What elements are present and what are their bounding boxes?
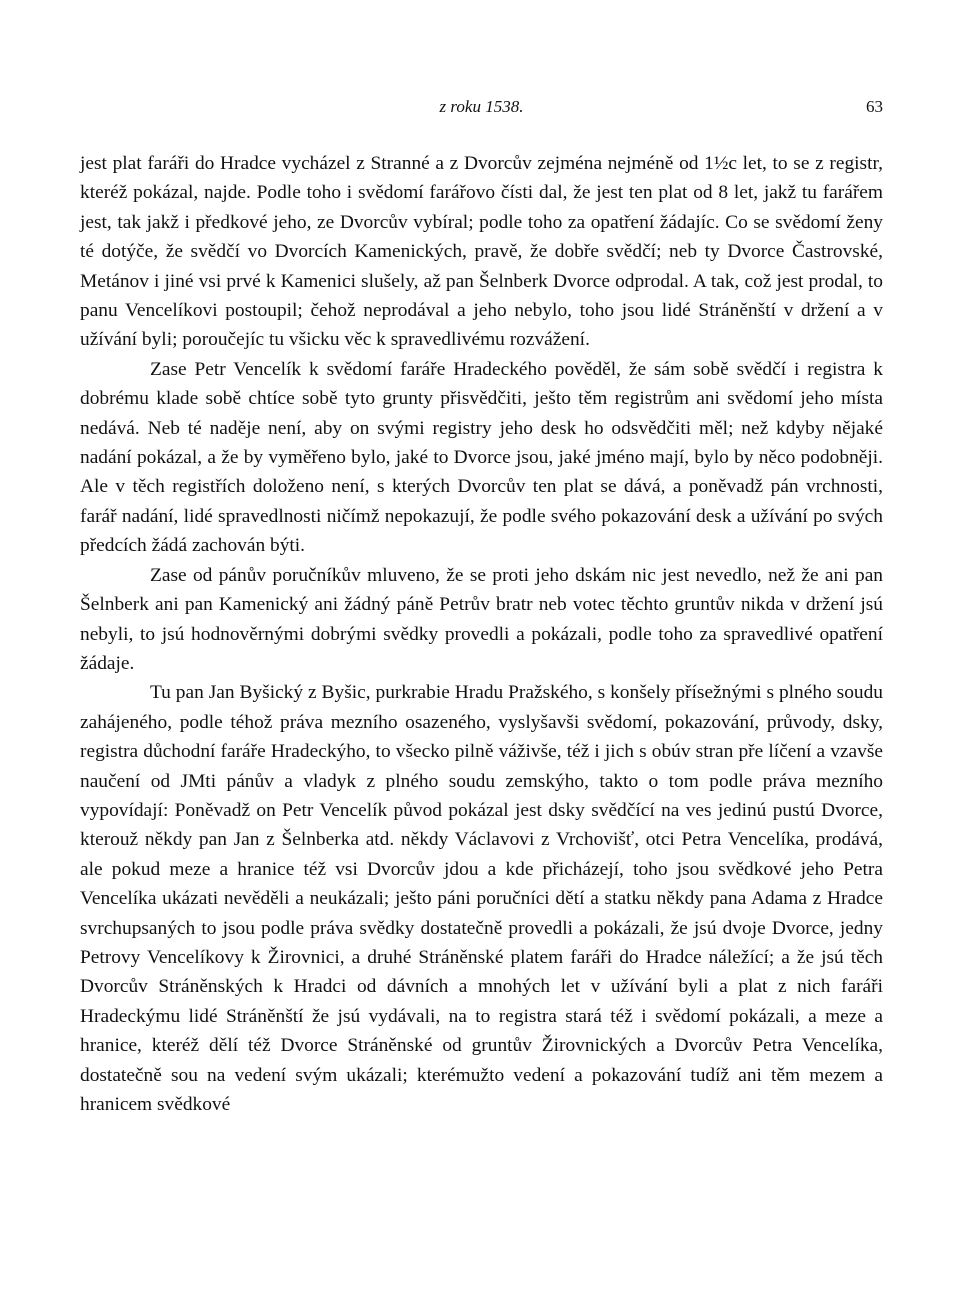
page-number: 63 bbox=[866, 97, 883, 116]
running-head bbox=[80, 97, 883, 127]
paragraph-2: Zase Petr Vencelík k svědomí faráře Hradeckého pověděl, že sám sobě svědčí i registra k dobrému klade sobě chtíce sobě tyto grunty přisvědčiti, ješto těm registrům ani svědomí jeho místa nedává. Neb té naděje není, aby on svými registry jeho desk ho odsvědčiti měl; než kdyby nějaké nadání pokázal, a že by vyměřeno bylo, jaké to Dvorce jsou, jaké jméno mají, bylo by něco podobněji. Ale v těch registřích doloženo není, s kterých Dvorcův ten plat se dává, a poněvadž pán vrchnosti, farář nadání, lidé spravedlnosti ničímž nepokazují, že podle svého pokazování desk a užívání po svých předcích žádá zachován býti. bbox=[80, 358, 883, 557]
body-text bbox=[80, 149, 883, 1119]
running-title: z roku 1538. bbox=[439, 97, 524, 116]
paragraph-4: Tu pan Jan Byšický z Byšic, purkrabie Hradu Pražského, s konšely přísežnými s plného soudu zahájeného, podle téhož práva mezního osazeného, vyslyšavši svědomí, pokazování, průvody, dsky, registra důchodní faráře Hradeckýho, to všecko pilně váživše, též i jich s obúv stran pře líčení a vzavše naučení od JMti pánův a vladyk z plného soudu zemskýho, takto o tom podle práva mezního vypovídají: Poněvadž on Petr Vencelík původ pokázal jest dsky svědčící na ves jedinú pustú Dvorce, kterouž někdy pan Jan z Šelnberka atd. někdy Václavovi z Vrchovišť, otci Petra Vencelíka, prodává, ale pokud meze a hranice též vsi Dvorcův jdou a kde přicházejí, toho jsou svědkové jeho Petra Vencelíka ukázati nevěděli a neukázali; ješto páni poručníci dětí a statku někdy pana Adama z Hradce svrchupsaných to jsou podle práva svědky dostatečně provedli a pokázali, že jsú dvoje Dvorce, jedny Petrovy Vencelíkovy k Žirovnici, a druhé Stráněnské platem faráři do Hradce náležící; a že jsú těch Dvorcův Stráněnských k Hradci od dávních a mnohých let v užívání byli a plat z nich faráři Hradeckýmu lidé Stráněnští že jsú vydávali, na to registra stará též i svědomí pokázali, a meze a hranice, kteréž dělí též Dvorce Stráněnské od gruntův Žirovnických a Dvorcův Petra Vencelíka, dostatečně sou na vedení svým ukázali; kterémužto vedení a pokazování tudíž ani těm mezem a hranicem svědkové bbox=[80, 682, 883, 1115]
paragraph-1: jest plat faráři do Hradce vycházel z Stranné a z Dvorcův zejména nejméně od 1½c let, to se z registr, kteréž pokázal, najde. Podle toho i svědomí farářovo čísti dal, že jest ten plat od 8 let, jakž tu farářem jest, tak jakž i předkové jeho, ze Dvorcův vybíral; podle toho za opatření žádajíc. Co se svědomí ženy té dotýče, že svědčí vo Dvorcích Kamenických, pravě, že dobře svědčí; neb ty Dvorce Častrovské, Metánov i jiné vsi prvé k Kamenici slušely, až pan Šelnberk Dvorce odprodal. A tak, což jest prodal, to panu Vencelíkovi postoupil; čehož neprodával a jeho nebylo, toho jsou lidé Stráněnští v držení a v užívání byli; poroučejíc tu všicku věc k spravedlivému rozvážení. bbox=[80, 153, 883, 351]
paragraph-3: Zase od pánův poručníkův mluveno, že se proti jeho dskám nic jest nevedlo, než že ani pan Šelnberk ani pan Kamenický ani žádný páně Petrův bratr neb votec těchto gruntův nikda v držení jsú nebyli, to jsú hodnověrnými dobrými svědky provedli a pokázali, podle toho za spravedlivé opatření žádaje. bbox=[80, 564, 883, 674]
document-page bbox=[80, 0, 883, 1119]
